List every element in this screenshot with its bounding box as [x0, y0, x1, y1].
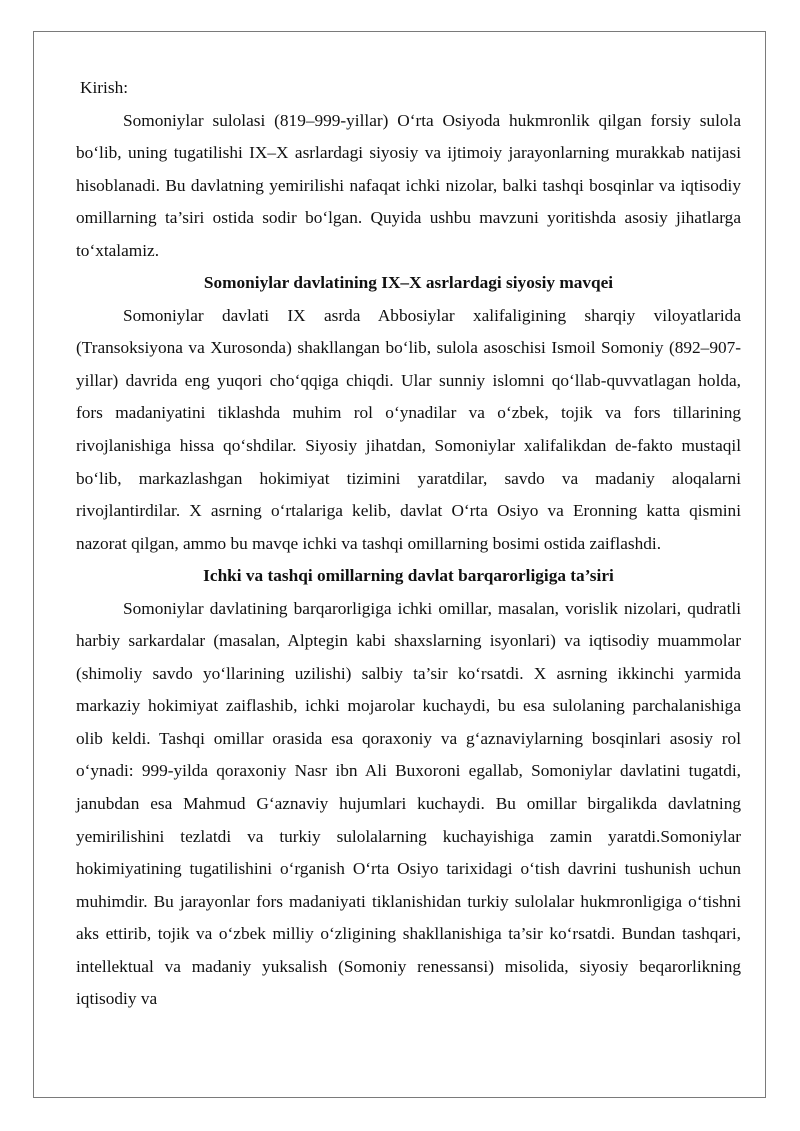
intro-paragraph: Somoniylar sulolasi (819–999-yillar) O‘rta Osiyoda hukmronlik qilgan forsiy sulola bo‘lib, uning tugatilishi IX–X asrlardagi siyosiy va ijtimoiy jarayonlarning murakkab natijasi hisoblanadi. Bu davlatning yemirilishi nafaqat ichki nizolar, balki tashqi bosqinlar va iqtisodiy omillarning ta’siri ostida sodir bo‘lgan. Quyida ushbu mavzuni yoritishda asosiy jihatlarga to‘xtalamiz.	[76, 110, 741, 260]
intro-label: Kirish:	[80, 78, 129, 97]
section-heading-political-status: Somoniylar davlatining IX–X asrlardagi siyosiy mavqei	[203, 273, 614, 293]
paragraph-internal-external-factors: Somoniylar davlatining barqarorligiga ichki omillar, masalan, vorislik nizolari, qudratli harbiy sarkardalar (masalan, Alptegin kabi shaxslarning isyonlari) va iqtisodiy muammolar (shimoliy savdo yo‘llarining uzilishi) salbiy ta’sir ko‘rsatdi. X asrning ikkinchi yarmida markaziy hokimiyat zaiflashib, ichki mojarolar kuchaydi, bu esa sulolaning parchalanishiga olib keldi. Tashqi omillar orasida esa qoraxoniy va g‘aznaviylarning bosqinlari asosiy rol o‘ynadi: 999-yilda qoraxoniy Nasr ibn Ali Buxoroni egallab, Somoniylar davlatini tugatdi, janubdan esa Mahmud G‘aznaviy hujumlari kuchaydi. Bu omillar birgalikda davlatning yemirilishini tezlatdi va turkiy sulolalarning kuchayishiga zamin yaratdi.Somoniylar hokimiyatining tugatilishini o‘rganish O‘rta Osiyo tarixidagi o‘tish davrini tushunish uchun muhimdir. Bu jarayonlar fors madaniyati tiklanishidan turkiy sulolalar hukmronligiga o‘tishni aks ettirib, tojik va o‘zbek milliy o‘zligining shakllanishiga ta’sir ko‘rsatdi. Bundan tashqari, intellektual va madaniy yuksalish (Somoniy renessansi) misolida, siyosiy beqarorlikning iqtisodiy va	[76, 598, 741, 1009]
paragraph-political-status: Somoniylar davlati IX asrda Abbosiylar xalifaligining sharqiy viloyatlarida (Transoksiyona va Xurosonda) shakllangan bo‘lib, sulola asoschisi Ismoil Somoniy (892–907-yillar) davrida eng yuqori cho‘qqiga chiqdi. Ular sunniy islomni qo‘llab-quvvatlagan holda, fors madaniyatini tiklashda muhim rol o‘ynadilar va o‘zbek, tojik va fors tillarining rivojlanishiga hissa qo‘shdilar. Siyosiy jihatdan, Somoniylar xalifalikdan de-fakto mustaqil bo‘lib, markazlashgan hokimiyat tizimini yaratdilar, savdo va madaniy aloqalarni rivojlantirdilar. X asrning o‘rtalariga kelib, davlat O‘rta Osiyo va Eronning katta qismini nazorat qilgan, ammo bu mavqe ichki va tashqi omillarning bosimi ostida zaiflashdi.	[76, 305, 741, 553]
section-heading-internal-external-factors: Ichki va tashqi omillarning davlat barqarorligiga ta’siri	[203, 566, 614, 586]
document-body	[76, 72, 741, 1016]
